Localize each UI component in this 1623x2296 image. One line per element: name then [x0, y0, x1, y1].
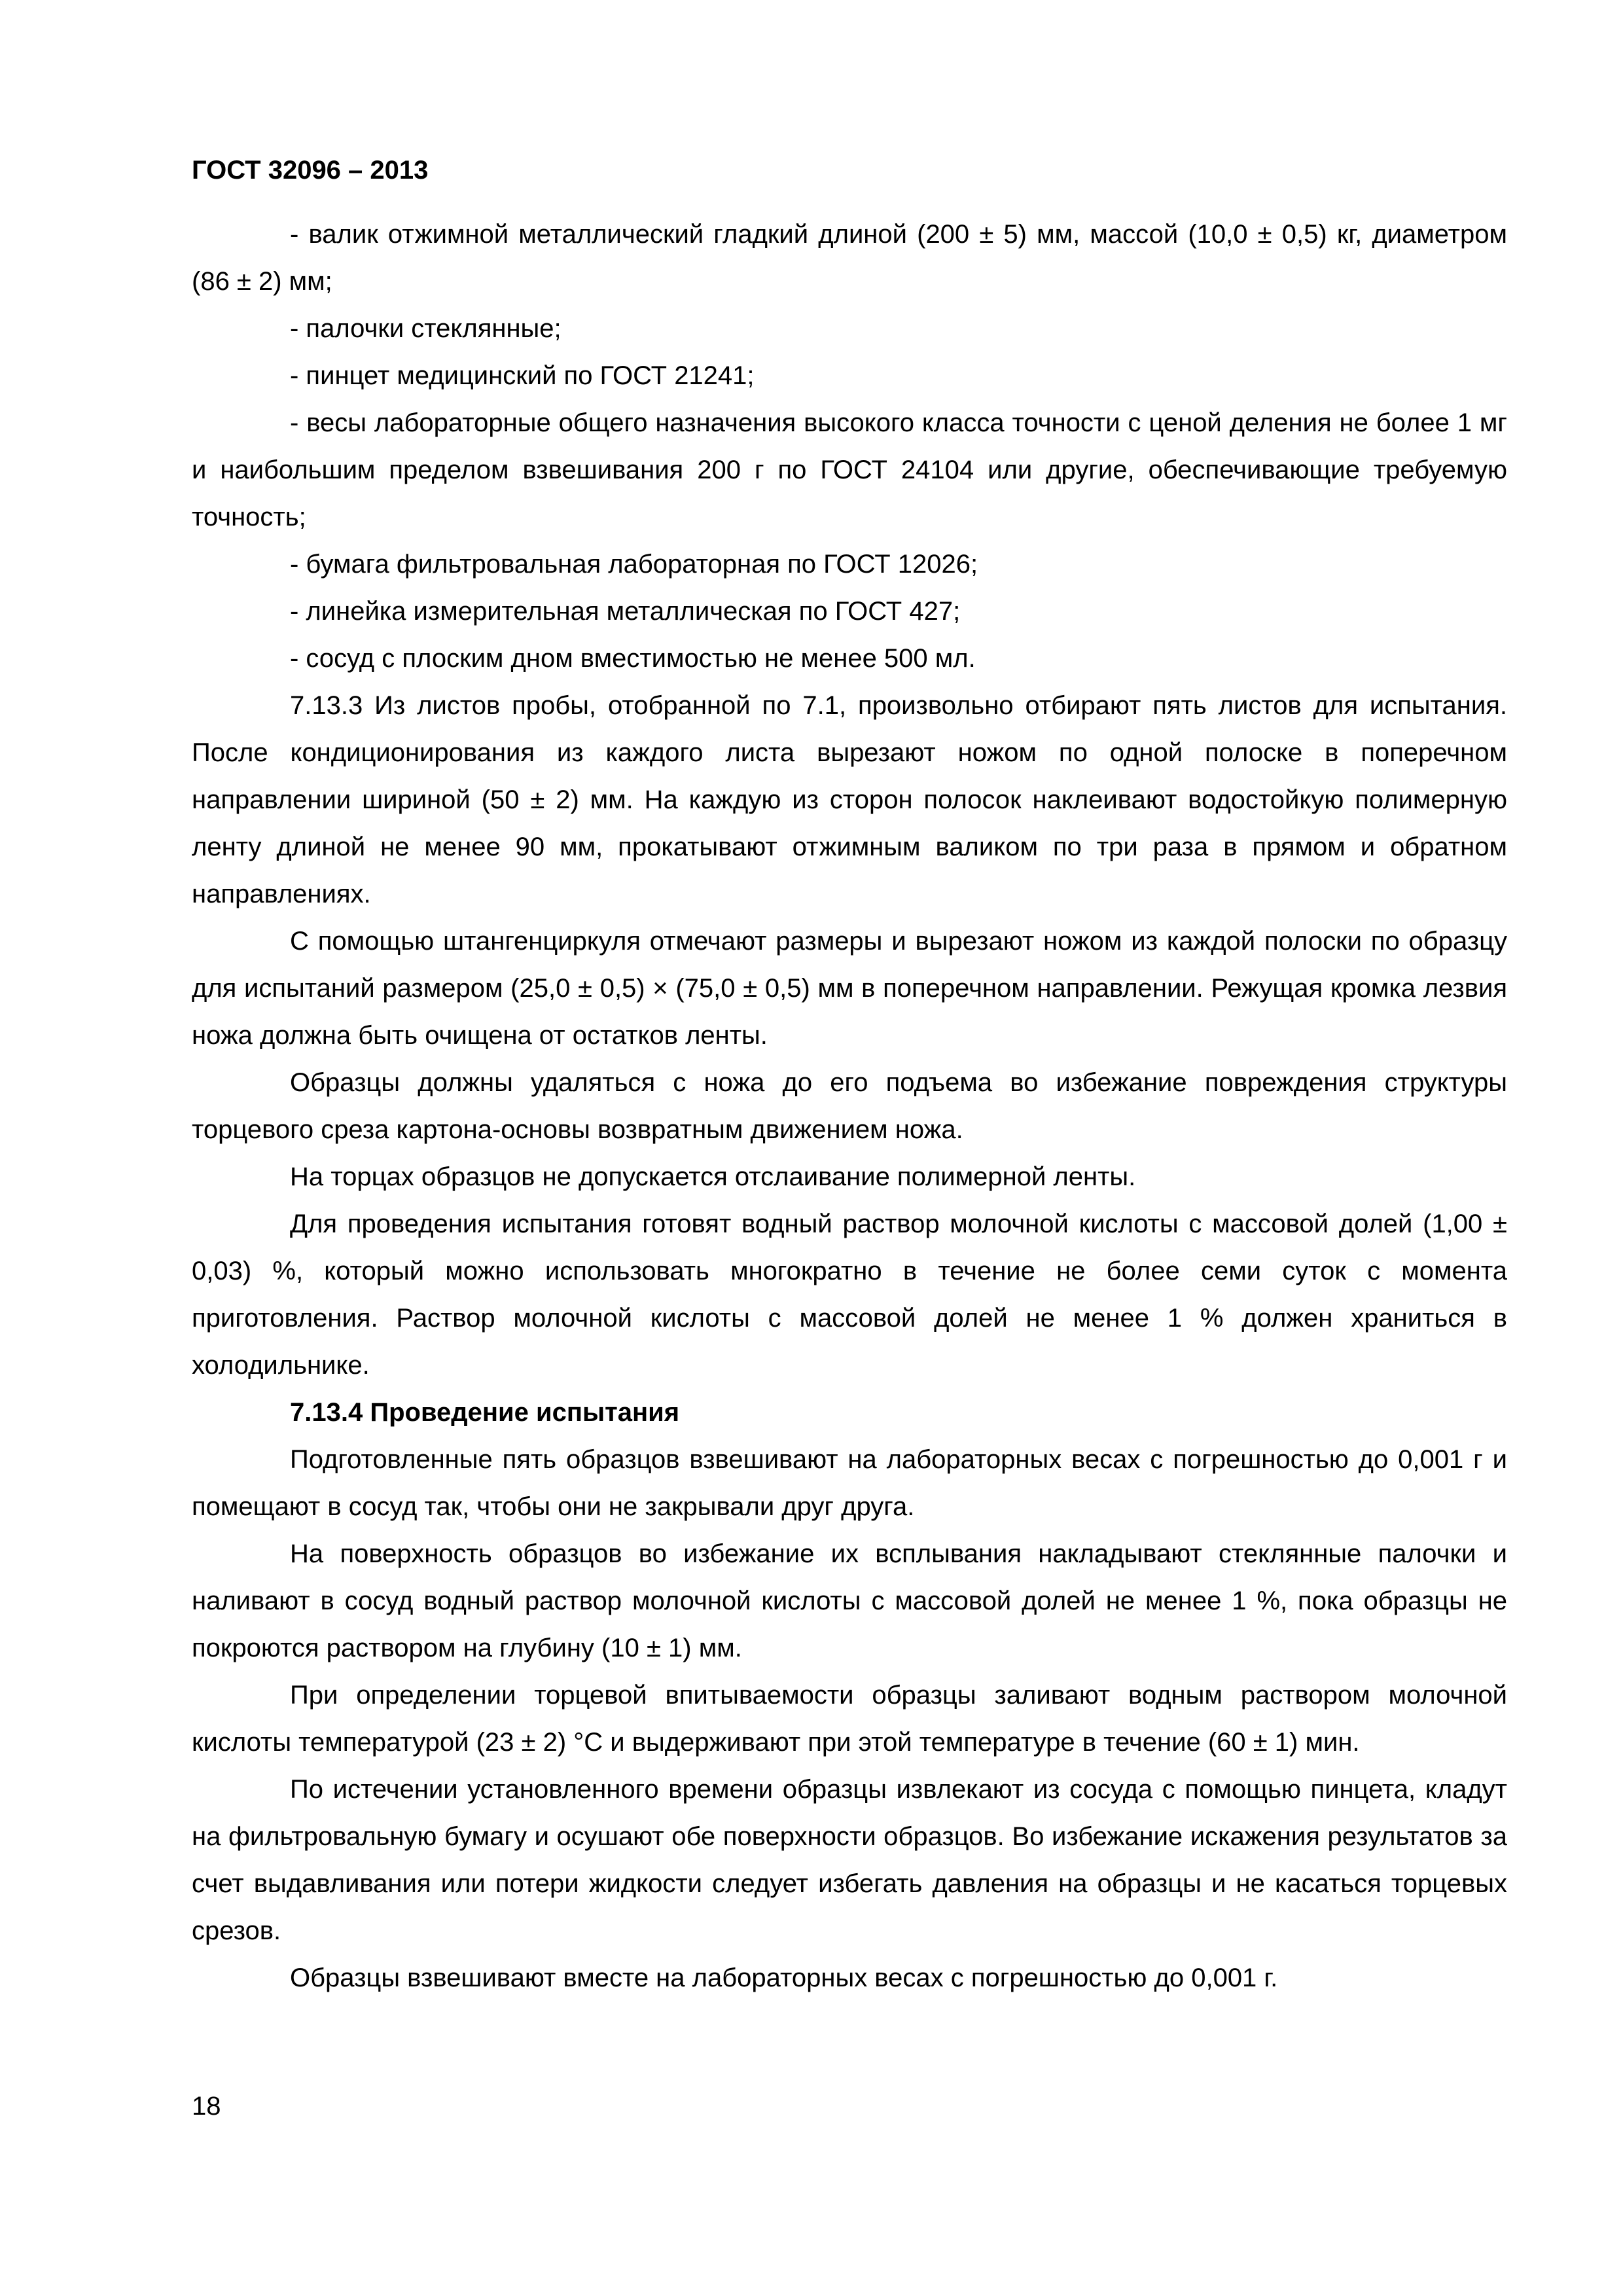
paragraph-7-13-3: 7.13.3 Из листов пробы, отобранной по 7.1, произвольно отбирают пять листов для испытания. После кондиционирования из каждого листа вырезают ножом по одной полоске в поперечном направлении шириной (50 ± 2) мм. На каждую из сторон полосок наклеивают водостойкую полимерную ленту длиной не менее 90 мм, прокатывают отжимным валиком по три раза в прямом и обратном направлениях. [192, 691, 1507, 908]
list-item-tweezers: - пинцет медицинский по ГОСТ 21241; [290, 361, 755, 390]
section-heading-7-13-4: 7.13.4 Проведение испытания [290, 1398, 680, 1427]
paragraph-sample-removal: Образцы должны удаляться с ножа до его подъема во избежание повреждения структуры торцевого среза картона-основы возвратным движением ножа. [192, 1068, 1507, 1144]
list-item-vessel: - сосуд с плоским дном вместимостью не менее 500 мл. [290, 644, 976, 673]
list-item-ruler: - линейка измерительная металлическая по ГОСТ 427; [290, 597, 961, 626]
page-number: 18 [192, 2092, 221, 2121]
paragraph-final-weighing: Образцы взвешивают вместе на лабораторных весах с погрешностью до 0,001 г. [290, 1964, 1278, 1992]
paragraph-caliper: С помощью штангенциркуля отмечают размеры и вырезают ножом из каждой полоски по образцу для испытаний размером (25,0 ± 0,5) × (75,0 ± 0,5) мм в поперечном направлении. Режущая кромка лезвия ножа должна быть очищена от остатков ленты. [192, 927, 1507, 1050]
paragraph-tape-peeling: На торцах образцов не допускается отслаивание полимерной ленты. [290, 1162, 1136, 1191]
list-item-glass-rods: - палочки стеклянные; [290, 314, 562, 343]
list-item-scales: - весы лабораторные общего назначения высокого класса точности с ценой деления не более 1 мг и наибольшим пределом взвешивания 200 г по ГОСТ 24104 или другие, обеспечивающие требуемую точность; [192, 408, 1507, 531]
paragraph-drying: По истечении установленного времени образцы извлекают из сосуда с помощью пинцета, кладут на фильтровальную бумагу и осушают обе поверхности образцов. Во избежание искажения результатов за счет выдавливания или потери жидкости следует избегать давления на образцы и не касаться торцевых срезов. [192, 1775, 1507, 1945]
paragraph-lactic-solution: Для проведения испытания готовят водный раствор молочной кислоты с массовой долей (1,00 ± 0,03) %, который можно использовать многократно в течение не более семи суток с момента приготовления. Раствор молочной кислоты с массовой долей не менее 1 % должен храниться в холодильнике. [192, 1210, 1507, 1380]
paragraph-temperature: При определении торцевой впитываемости образцы заливают водным раствором молочной кислоты температурой (23 ± 2) °С и выдерживают при этой температуре в течение (60 ± 1) мин. [192, 1681, 1507, 1757]
paragraph-glass-rods: На поверхность образцов во избежание их всплывания накладывают стеклянные палочки и наливают в сосуд водный раствор молочной кислоты с массовой долей не менее 1 %, пока образцы не покроются раствором на глубину (10 ± 1) мм. [192, 1539, 1507, 1662]
list-item-filter-paper: - бумага фильтровальная лабораторная по ГОСТ 12026; [290, 550, 978, 579]
document-body [192, 211, 1507, 2001]
document-header: ГОСТ 32096 – 2013 [192, 156, 429, 185]
list-item-roller: - валик отжимной металлический гладкий длиной (200 ± 5) мм, массой (10,0 ± 0,5) кг, диаметром (86 ± 2) мм; [192, 220, 1507, 296]
paragraph-weighing: Подготовленные пять образцов взвешивают на лабораторных весах с погрешностью до 0,001 г и помещают в сосуд так, чтобы они не закрывали друг друга. [192, 1445, 1507, 1521]
